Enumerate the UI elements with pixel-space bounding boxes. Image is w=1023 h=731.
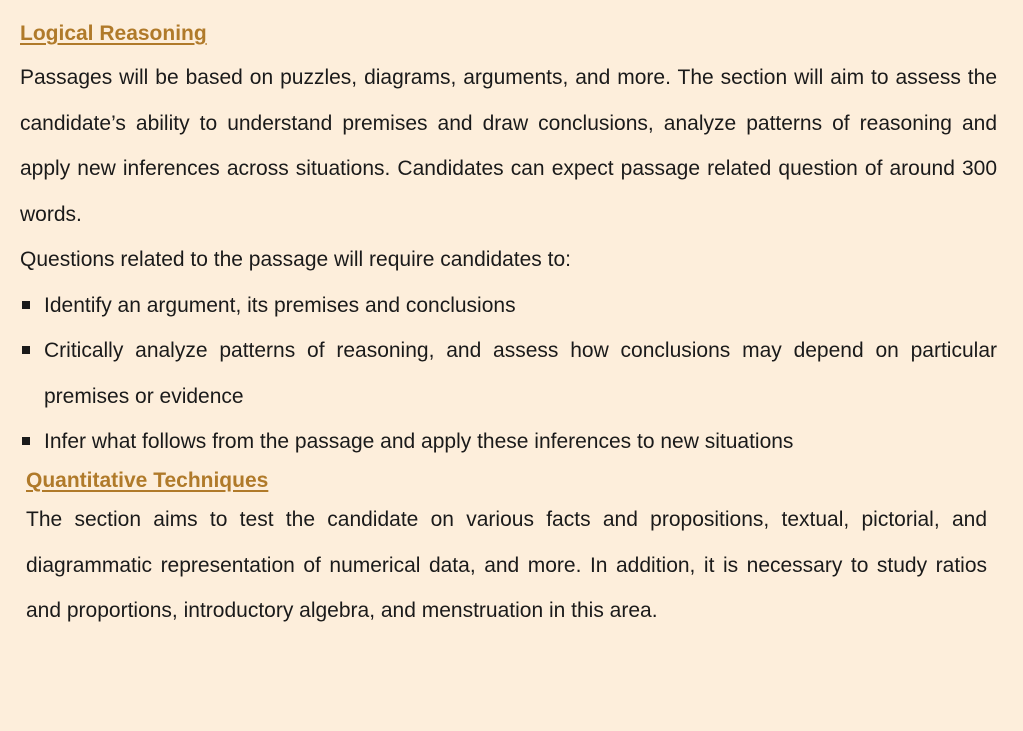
- square-bullet-icon: [22, 346, 30, 354]
- list-item: [20, 328, 997, 419]
- logical-reasoning-paragraph: Passages will be based on puzzles, diagrams, arguments, and more. The section will aim to assess the candidate’s ability to understand premises and draw conclusions, analyze patterns of reasoning and apply new inferences across situations. Candidates can expect passage related question of around 300 words.: [20, 66, 997, 226]
- quantitative-techniques-heading: Quantitative Techniques: [26, 469, 269, 492]
- quantitative-techniques-paragraph: The section aims to test the candidate on various facts and propositions, textual, pictorial, and diagrammatic representation of numerical data, and more. In addition, it is necessary to study ratios and proportions, introductory algebra, and menstruation in this area.: [26, 508, 987, 622]
- questions-intro: Questions related to the passage will require candidates to:: [20, 248, 571, 271]
- logical-reasoning-heading: Logical Reasoning: [20, 22, 207, 45]
- list-item-text: Infer what follows from the passage and apply these inferences to new situations: [44, 430, 794, 453]
- list-item: [20, 283, 997, 329]
- list-item-text: Identify an argument, its premises and conclusions: [44, 293, 516, 317]
- square-bullet-icon: [22, 437, 30, 445]
- logical-reasoning-section: [20, 17, 997, 465]
- square-bullet-icon: [22, 301, 30, 309]
- list-item: [20, 419, 997, 465]
- quantitative-techniques-section: [26, 464, 987, 634]
- requirements-list: [20, 283, 997, 465]
- list-item-text: Critically analyze patterns of reasoning, and assess how conclusions may depend on particular premises or evidence: [44, 339, 997, 408]
